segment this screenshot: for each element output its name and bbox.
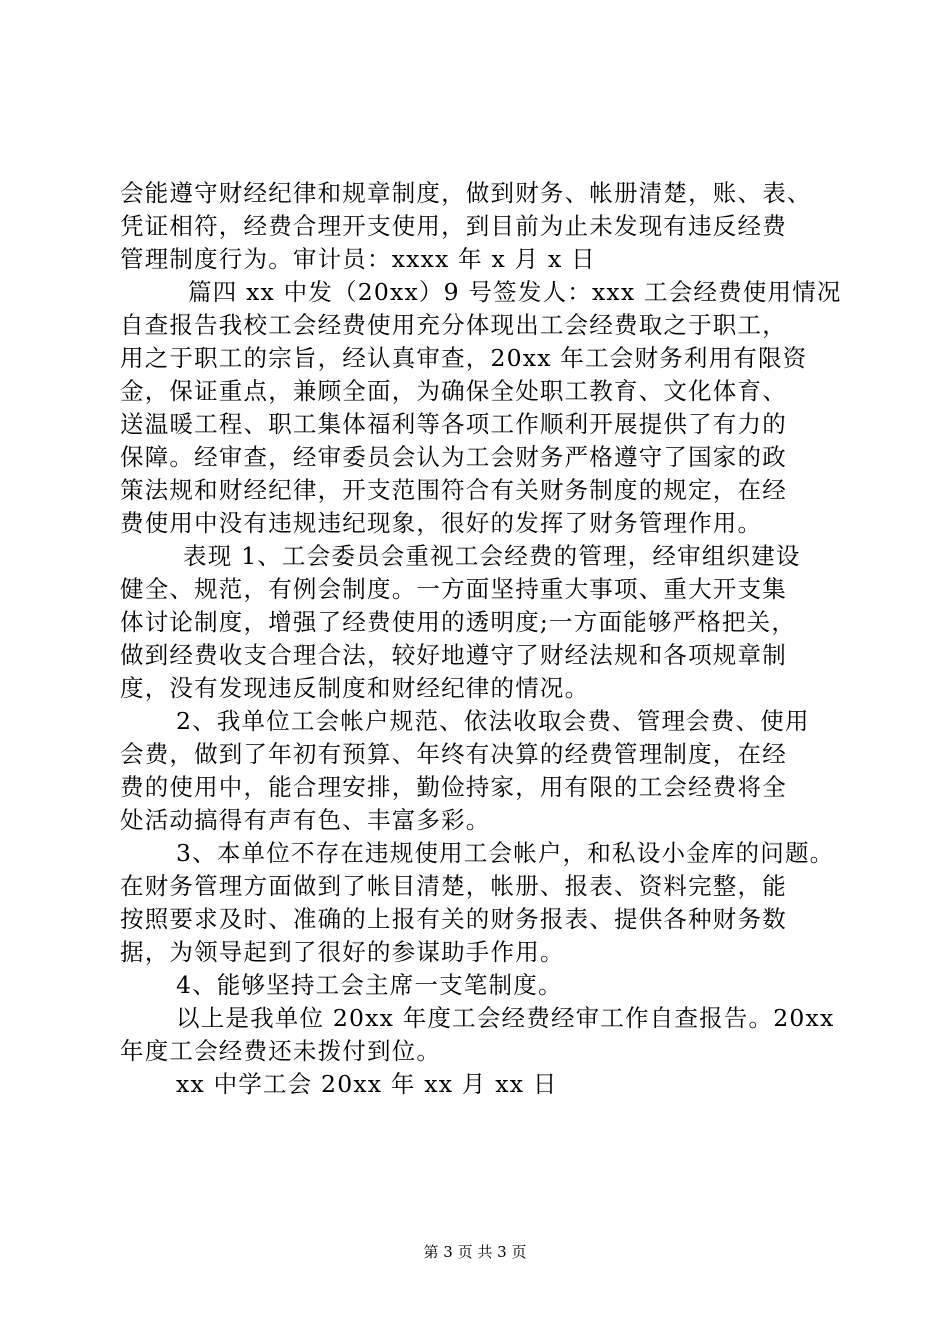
text-line: 送温暖工程、职工集体福利等各项工作顺利开展提供了有力的 [120, 410, 787, 438]
text-line: 3、本单位不存在违规使用工会帐户，和私设小金库的问题。 [176, 839, 835, 867]
text-line: 管理制度行为。审计员：xxxx 年 x 月 x 日 [120, 245, 596, 273]
text-line: xx 中学工会 20xx 年 xx 月 xx 日 [176, 1070, 558, 1098]
text-line: 处活动搞得有声有色、丰富多彩。 [120, 806, 491, 834]
text-line: 会费，做到了年初有预算、年终有决算的经费管理制度，在经 [120, 740, 787, 768]
text-line: 4、能够坚持工会主席一支笔制度。 [176, 971, 563, 999]
text-line: 体讨论制度，增强了经费使用的透明度;一方面能够严格把关， [120, 608, 797, 636]
text-line: 在财务管理方面做到了帐目清楚，帐册、报表、资料完整，能 [120, 872, 787, 900]
text-line: 费使用中没有违规违纪现象，很好的发挥了财务管理作用。 [120, 509, 763, 537]
text-line: 做到经费收支合理合法，较好地遵守了财经法规和各项规章制 [120, 641, 787, 669]
text-line: 用之于职工的宗旨，经认真审查，20xx 年工会财务利用有限资 [120, 344, 808, 372]
text-line: 按照要求及时、准确的上报有关的财务报表、提供各种财务数 [120, 905, 787, 933]
text-line: 度，没有发现违反制度和财经纪律的情况。 [120, 674, 590, 702]
text-line: 据，为领导起到了很好的参谋助手作用。 [120, 938, 565, 966]
page-number-footer: 第 3 页 共 3 页 [423, 1243, 527, 1261]
text-line: 保障。经审查，经审委员会认为工会财务严格遵守了国家的政 [120, 443, 787, 471]
text-line: 年度工会经费还未拨付到位。 [120, 1037, 442, 1065]
text-line: 2、我单位工会帐户规范、依法收取会费、管理会费、使用 [176, 707, 810, 735]
text-line: 篇四 xx 中发（20xx）9 号签发人：xxx 工会经费使用情况 [188, 278, 842, 306]
text-line: 表现 1、工会委员会重视工会经费的管理，经审组织建设 [183, 542, 801, 570]
text-line: 策法规和财经纪律，开支范围符合有关财务制度的规定，在经 [120, 476, 787, 504]
text-line: 自查报告我校工会经费使用充分体现出工会经费取之于职工， [120, 311, 787, 339]
text-line: 会能遵守财经纪律和规章制度，做到财务、帐册清楚，账、表、 [120, 179, 812, 207]
text-line: 以上是我单位 20xx 年度工会经费经审工作自查报告。20xx [176, 1004, 835, 1032]
text-line: 凭证相符，经费合理开支使用，到目前为止未发现有违反经费 [120, 212, 787, 240]
text-line: 费的使用中，能合理安排，勤俭持家，用有限的工会经费将全 [120, 773, 787, 801]
text-line: 健全、规范，有例会制度。一方面坚持重大事项、重大开支集 [120, 575, 787, 603]
text-line: 金，保证重点，兼顾全面，为确保全处职工教育、文化体育、 [120, 377, 787, 405]
